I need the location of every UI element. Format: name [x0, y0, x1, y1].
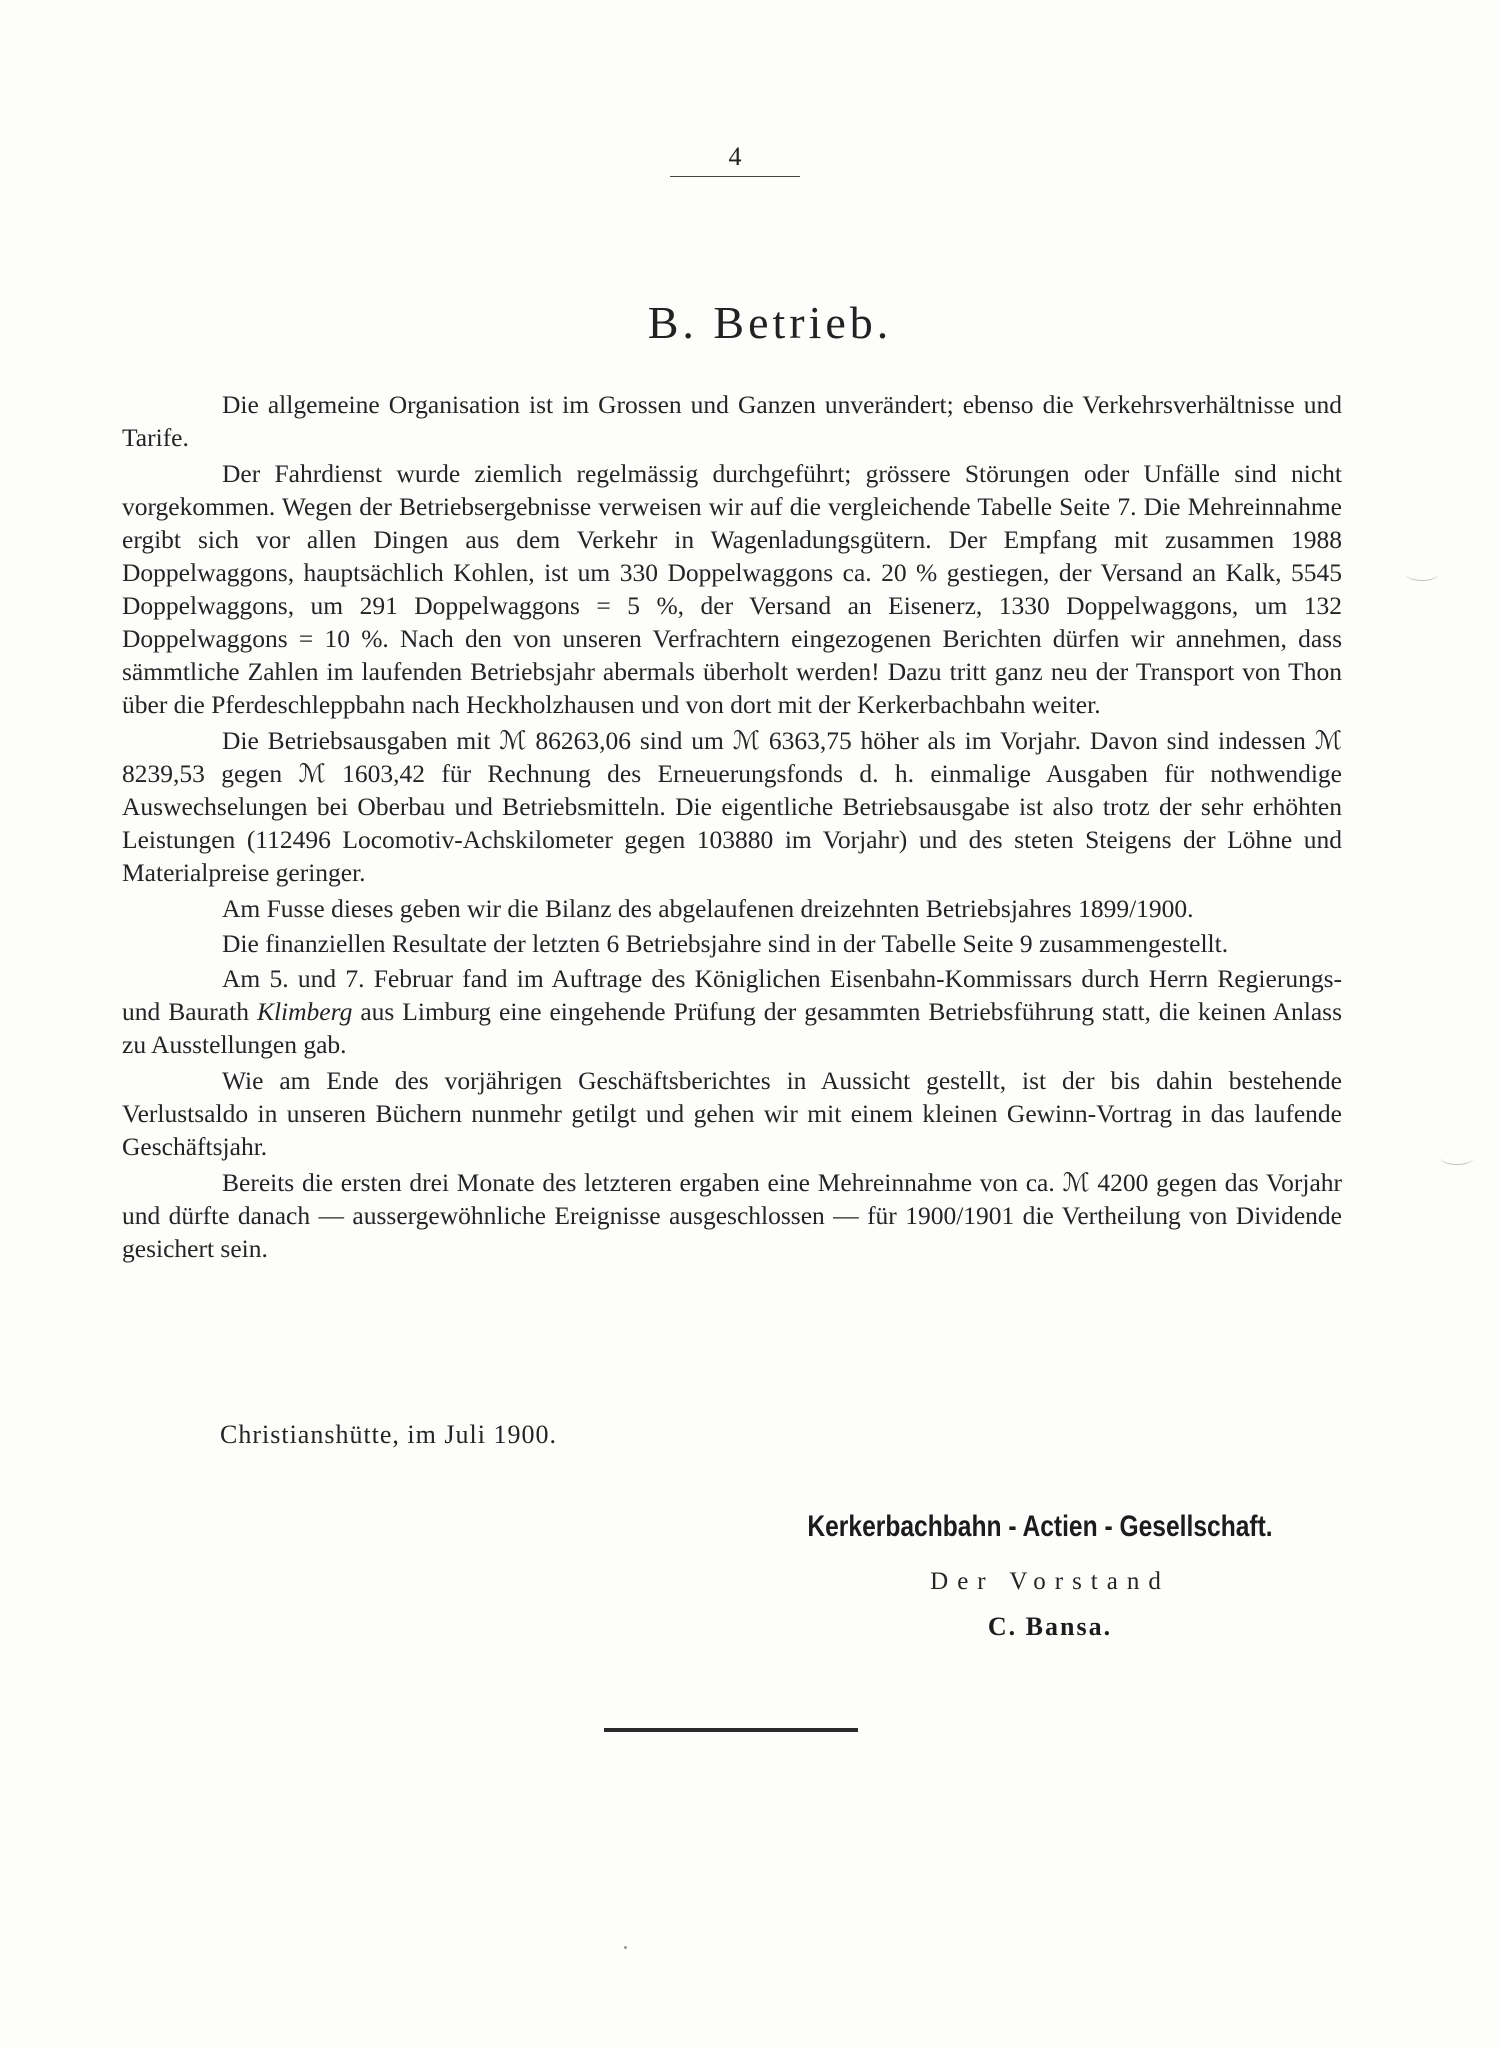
- paragraph-betriebsausgaben: Die Betriebsausgaben mit ℳ 86263,06 sind um ℳ 6363,75 höher als im Vorjahr. Davon sind indessen ℳ 8239,53 gegen ℳ 1603,42 für Rechnung des Erneuerungsfonds d. h. einmalige Ausgaben für nothwendige Auswechselungen bei Oberbau und Betriebsmitteln. Die eigentliche Betriebsausgabe ist also trotz der sehr erhöhten Leistungen (112496 Locomotiv-Achskilometer gegen 103880 im Vorjahr) und des steten Steigens der Löhne und Materialpreise geringer.: [122, 726, 1342, 887]
- scan-speck: [624, 1946, 627, 1949]
- paragraph-resultate: Die finanziellen Resultate der letzten 6 Betriebsjahre sind in der Tabelle Seite 9 zusammengestellt.: [222, 929, 1229, 958]
- page-number-rule: [670, 176, 800, 177]
- scan-artifact: [1440, 1150, 1474, 1165]
- page-number: 4: [728, 142, 742, 171]
- paragraph-bilanz: Am Fusse dieses geben wir die Bilanz des abgelaufenen dreizehnten Betriebsjahres 1899/1900.: [222, 894, 1194, 923]
- scan-artifact: [1405, 566, 1439, 581]
- paragraph-verlustsaldo: Wie am Ende des vorjährigen Geschäftsberichtes in Aussicht gestellt, ist der bis dahin bestehende Verlustsaldo in unseren Büchern nunmehr getilgt und gehen wir mit einem kleinen Gewinn-Vortrag in das laufende Geschäftsjahr.: [122, 1066, 1342, 1161]
- company-name: Kerkerbachbahn - Actien - Gesellschaft.: [807, 1510, 1273, 1543]
- end-rule: [604, 1728, 858, 1732]
- section-heading: B. Betrieb.: [647, 297, 893, 348]
- body-text: [122, 388, 1342, 1268]
- paragraph-pruefung: [122, 962, 1342, 1061]
- paragraph-fahrdienst: Der Fahrdienst wurde ziemlich regelmässig durchgeführt; grössere Störungen oder Unfälle sind nicht vorgekommen. Wegen der Betriebsergebnisse verweisen wir auf die vergleichende Tabelle Seite 7. Die Mehreinnahme ergibt sich vor allen Dingen aus dem Verkehr in Wagenladungsgütern. Der Empfang mit zusammen 1988 Doppelwaggons, hauptsächlich Kohlen, ist um 330 Doppelwaggons ca. 20 % gestiegen, der Versand an Kalk, 5545 Doppelwaggons, um 291 Doppelwaggons = 5 %, der Versand an Eisenerz, 1330 Doppelwaggons, um 132 Doppelwaggons = 10 %. Nach den von unseren Verfrachtern eingezogenen Berichten dürfen wir annehmen, dass sämmtliche Zahlen im laufenden Betriebsjahr abermals überholt werden! Dazu tritt ganz neu der Transport von Thon über die Pferdeschleppbahn nach Heckholzhausen und von dort mit der Kerkerbachbahn weiter.: [122, 459, 1342, 719]
- signatory: C. Bansa.: [987, 1612, 1113, 1641]
- board-label: Der Vorstand: [930, 1568, 1170, 1595]
- paragraph-organisation: Die allgemeine Organisation ist im Grossen und Ganzen unverändert; ebenso die Verkehrsverhältnisse und Tarife.: [122, 390, 1342, 452]
- place-date: Christianshütte, im Juli 1900.: [220, 1420, 557, 1449]
- inspector-name: Klimberg: [256, 997, 353, 1026]
- paragraph-mehreinnahme: Bereits die ersten drei Monate des letzteren ergaben eine Mehreinnahme von ca. ℳ 4200 gegen das Vorjahr und dürfte danach — aussergewöhnliche Ereignisse ausgeschlossen — für 1900/1901 die Vertheilung von Dividende gesichert sein.: [122, 1168, 1342, 1263]
- paragraph-pruefung-start: Am 5. und 7. Februar fand im Auftrage des Königlichen Eisenbahn-Kommissars durch Herrn Regierungs- und Baurath: [122, 964, 1342, 1026]
- paragraph-pruefung-end: aus Limburg eine eingehende Prüfung der gesammten Betriebsführung statt, die keinen Anlass zu Ausstellungen gab.: [122, 997, 1342, 1059]
